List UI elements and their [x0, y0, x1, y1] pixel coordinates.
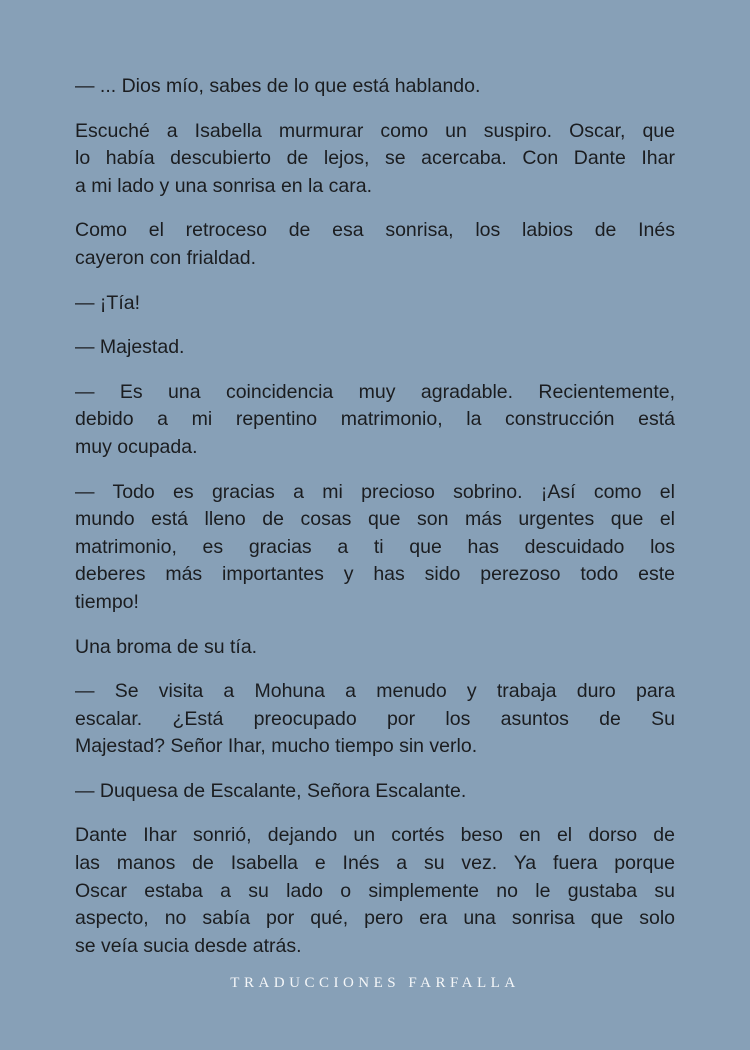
- text-line: — Es una coincidencia muy agradable. Recientemente,: [75, 380, 675, 403]
- paragraph: [75, 778, 675, 806]
- footer-credit: TRADUCCIONES FARFALLA: [230, 975, 520, 991]
- text-line: las manos de Isabella e Inés a su vez. Ya fuera porque: [75, 852, 675, 875]
- paragraph: [75, 290, 675, 318]
- paragraph: [75, 678, 675, 761]
- paragraph: [75, 73, 675, 101]
- text-line: Como el retroceso de esa sonrisa, los labios de Inés: [75, 219, 675, 242]
- text-line: muy ocupada.: [75, 435, 198, 458]
- paragraph: [75, 479, 675, 617]
- text-line: Dante Ihar sonrió, dejando un cortés beso en el dorso de: [75, 824, 675, 847]
- text-line: Una broma de su tía.: [75, 635, 258, 658]
- paragraph: [75, 822, 675, 960]
- text-line: tiempo!: [75, 590, 139, 613]
- text-line: — Todo es gracias a mi precioso sobrino. ¡Así como el: [75, 480, 675, 503]
- text-line: escalar. ¿Está preocupado por los asuntos de Su: [75, 707, 675, 730]
- text-line: cayeron con frialdad.: [75, 246, 257, 269]
- text-line: matrimonio, es gracias a ti que has descuidado los: [75, 535, 675, 558]
- text-line: — ... Dios mío, sabes de lo que está hablando.: [75, 75, 481, 97]
- document-body: [75, 73, 675, 977]
- text-line: Escuché a Isabella murmurar como un suspiro. Oscar, que: [75, 119, 675, 142]
- text-line: — ¡Tía!: [75, 291, 141, 314]
- text-line: deberes más importantes y has sido perezoso todo este: [75, 563, 675, 586]
- paragraph: [75, 334, 675, 362]
- text-line: aspecto, no sabía por qué, pero era una sonrisa que solo: [75, 907, 675, 930]
- text-line: — Se visita a Mohuna a menudo y trabaja duro para: [75, 680, 675, 703]
- text-line: — Majestad.: [75, 336, 185, 359]
- paragraph: [75, 379, 675, 462]
- paragraph: [75, 217, 675, 272]
- text-line: — Duquesa de Escalante, Señora Escalante.: [75, 779, 467, 802]
- text-line: se veía sucia desde atrás.: [75, 934, 302, 957]
- paragraph: [75, 118, 675, 201]
- text-line: Oscar estaba a su lado o simplemente no le gustaba su: [75, 879, 675, 902]
- text-line: mundo está lleno de cosas que son más urgentes que el: [75, 508, 675, 531]
- text-line: a mi lado y una sonrisa en la cara.: [75, 174, 372, 197]
- text-line: debido a mi repentino matrimonio, la construcción está: [75, 408, 675, 431]
- paragraph: [75, 634, 675, 662]
- text-line: lo había descubierto de lejos, se acercaba. Con Dante Ihar: [75, 147, 675, 170]
- text-line: Majestad? Señor Ihar, mucho tiempo sin verlo.: [75, 735, 478, 758]
